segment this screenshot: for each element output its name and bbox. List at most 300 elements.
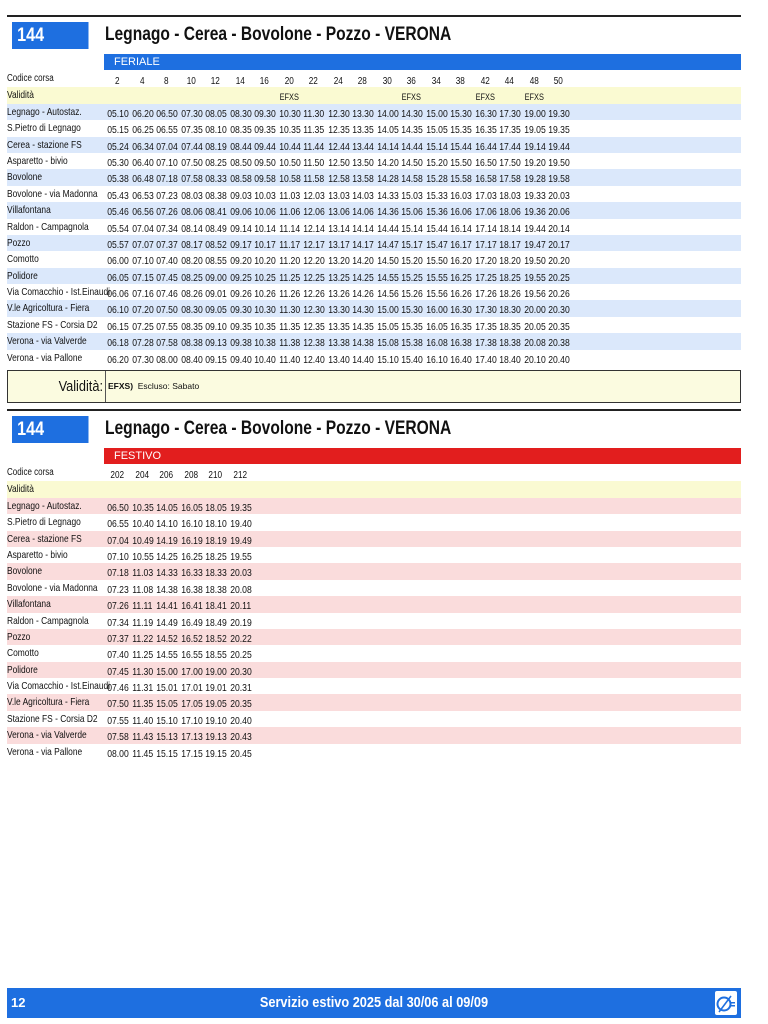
departure-time: 16.10 [425,353,448,366]
departure-time: 17.38 [474,337,497,350]
stop-times [105,744,252,760]
departure-time: 16.35 [450,320,472,333]
departure-time: 17.10 [180,714,203,727]
table-row [7,120,741,136]
departure-time: 13.44 [352,140,374,153]
departure-time: 19.14 [523,140,546,153]
departure-time: 15.14 [401,222,423,235]
departure-time: 12.03 [303,189,325,202]
departure-time: 07.46 [107,682,129,695]
departure-time: 10.17 [254,238,276,251]
atv-logo-icon [715,991,737,1015]
departure-time: 08.41 [205,206,227,219]
departure-time: 18.03 [499,189,521,202]
departure-time: 07.26 [107,600,129,613]
departure-time: 16.33 [180,567,203,580]
departure-time: 11.30 [278,304,300,317]
table-row [7,580,741,596]
departure-time: 15.00 [156,665,178,678]
stop-times [105,711,252,727]
departure-time: 09.03 [229,189,252,202]
stop-name: Via Comacchio - Ist.Einaudi [7,680,111,693]
table-row [7,613,741,629]
departure-time: 18.38 [205,583,227,596]
departure-time: 09.30 [254,107,276,120]
stop-name: Asparetto - bivio [7,154,68,167]
divider [7,409,741,411]
departure-time: 19.01 [205,682,227,695]
departure-time: 17.17 [474,238,497,251]
table-row [7,678,741,694]
departure-time: 10.35 [278,124,301,137]
page-footer [7,988,741,1018]
stop-times [105,596,252,612]
departure-time: 14.30 [352,304,374,317]
stop-name: Legnago - Autostaz. [7,499,82,512]
departure-time: 11.20 [278,255,300,268]
departure-time: 14.35 [352,320,374,333]
departure-time: 10.30 [254,304,276,317]
footer-text: Servizio estivo 2025 dal 30/06 al 09/09 [259,994,489,1011]
departure-time: 08.25 [180,271,203,284]
table-row [7,153,741,169]
departure-time: 14.10 [156,518,178,531]
departure-time: 07.46 [156,288,178,301]
departure-time: 09.10 [205,320,227,333]
stop-times [105,678,252,694]
departure-time: 18.19 [205,534,227,547]
departure-time: 12.58 [327,173,350,186]
validity-codes [105,87,571,103]
departure-time: 10.40 [254,353,276,366]
departure-time: 09.14 [229,222,252,235]
departure-time: 19.20 [523,156,546,169]
departure-time: 19.00 [205,665,227,678]
departure-time: 13.26 [327,288,350,301]
departure-time: 18.20 [499,255,521,268]
departure-time: 14.49 [156,616,178,629]
stop-name: Raldon - Campagnola [7,614,89,627]
departure-time: 15.44 [450,140,472,153]
departure-time: 07.34 [156,222,178,235]
stop-name: Via Comacchio - Ist.Einaudi [7,286,111,299]
departure-time: 05.43 [107,189,129,202]
departure-time: 18.33 [205,567,227,580]
departure-time: 19.40 [229,518,252,531]
table-row [7,251,741,267]
departure-time: 12.38 [303,337,325,350]
departure-time: 09.05 [205,304,227,317]
table-row [7,300,741,316]
trip-code: 24 [333,76,343,87]
departure-time: 09.25 [229,271,252,284]
departure-time: 19.05 [205,698,227,711]
departure-time: 15.06 [401,206,423,219]
departure-time: 12.50 [327,156,350,169]
departure-time: 05.38 [107,173,129,186]
departure-time: 10.44 [278,140,301,153]
departure-time: 07.58 [156,337,178,350]
departure-time: 14.55 [156,649,178,662]
departure-time: 08.33 [205,173,227,186]
departure-time: 13.30 [352,107,374,120]
departure-time: 07.16 [131,288,154,301]
divider [7,15,741,17]
departure-time: 06.20 [107,353,129,366]
departure-time: 20.03 [229,567,252,580]
departure-time: 20.14 [548,222,570,235]
departure-time: 11.44 [303,140,325,153]
departure-time: 12.20 [303,255,325,268]
departure-time: 16.49 [180,616,203,629]
departure-time: 06.40 [131,156,154,169]
departure-time: 15.55 [425,271,448,284]
departure-time: 18.52 [205,632,227,645]
departure-time: 07.50 [156,304,178,317]
departure-time: 15.35 [401,320,423,333]
departure-time: 19.13 [205,731,227,744]
departure-time: 19.44 [548,140,570,153]
departure-time: 17.30 [474,304,497,317]
departure-time: 11.35 [278,320,300,333]
trip-codes [105,71,571,87]
stop-times [105,350,571,366]
departure-time: 20.35 [229,698,252,711]
departure-time: 07.04 [156,140,178,153]
departure-time: 14.00 [376,107,399,120]
departure-time: 07.58 [180,173,203,186]
departure-time: 16.52 [180,632,203,645]
stop-name: Comotto [7,253,39,266]
trip-code: 8 [163,76,169,87]
stop-times [105,235,571,251]
departure-time: 14.40 [352,353,374,366]
trip-code: 16 [259,76,269,87]
departure-time: 07.55 [156,320,178,333]
departure-time: 19.00 [523,107,546,120]
departure-time: 11.14 [278,222,300,235]
departure-time: 20.25 [548,271,570,284]
departure-time: 10.03 [254,189,276,202]
departure-time: 17.25 [474,271,497,284]
trip-code: 206 [159,470,174,481]
departure-time: 19.50 [548,156,570,169]
table-row [7,333,741,349]
departure-time: 20.11 [229,600,251,613]
table-row [7,186,741,202]
departure-time: 08.58 [229,173,252,186]
departure-time: 10.35 [131,501,154,514]
departure-time: 14.05 [376,124,399,137]
departure-time: 16.38 [180,583,203,596]
departure-time: 07.35 [180,124,203,137]
departure-time: 07.04 [107,534,129,547]
departure-time: 15.05 [425,124,448,137]
departure-time: 14.36 [376,206,399,219]
stop-times [105,514,252,530]
trip-code: 34 [431,76,441,87]
departure-time: 18.17 [499,238,521,251]
departure-time: 10.38 [254,337,276,350]
departure-time: 19.58 [548,173,570,186]
departure-time: 14.44 [401,140,423,153]
departure-time: 20.31 [229,682,252,695]
departure-time: 13.20 [327,255,350,268]
stop-times [105,251,571,267]
departure-time: 09.38 [229,337,252,350]
header-label: Codice corsa [7,467,54,478]
trip-code: 28 [357,76,367,87]
divider [105,371,106,402]
departure-time: 20.38 [548,337,570,350]
departure-time: 18.41 [205,600,227,613]
departure-time: 17.13 [180,731,203,744]
trip-codes [105,465,252,481]
departure-time: 19.55 [229,550,252,563]
departure-time: 18.10 [205,518,227,531]
departure-time: 19.05 [523,124,546,137]
departure-time: 12.25 [303,271,325,284]
departure-time: 13.14 [327,222,350,235]
departure-time: 07.45 [107,665,129,678]
trip-code: 36 [406,76,416,87]
departure-time: 15.25 [401,271,423,284]
table-row [7,645,741,661]
stop-name: Polidore [7,663,38,676]
departure-time: 14.20 [376,156,399,169]
departure-time: 06.25 [131,124,154,137]
stop-times [105,694,252,710]
departure-time: 15.20 [425,156,448,169]
departure-time: 11.26 [278,288,300,301]
departure-time: 16.26 [450,288,472,301]
stop-name: Verona - via Pallone [7,745,83,758]
departure-time: 12.17 [303,238,325,251]
stop-name: Cerea - stazione FS [7,138,82,151]
departure-time: 07.50 [107,698,129,711]
departure-time: 16.06 [450,206,472,219]
departure-time: 06.15 [107,320,129,333]
stop-name: Bovolone [7,171,43,184]
departure-time: 07.40 [107,649,129,662]
departure-time: 15.00 [425,107,448,120]
departure-time: 06.05 [107,271,129,284]
header-label: Codice corsa [7,73,54,84]
departure-time: 08.19 [205,140,227,153]
departure-time: 15.05 [376,320,399,333]
departure-time: 18.35 [499,320,521,333]
table-row [7,317,741,333]
table-row [7,350,741,366]
validity-note-code: EFXS) [108,381,134,392]
departure-time: 08.00 [156,353,178,366]
departure-time: 15.20 [401,255,423,268]
departure-time: 15.10 [156,714,178,727]
trip-code: 208 [183,470,198,481]
departure-time: 11.40 [278,353,300,366]
route-title: Legnago - Cerea - Bovolone - Pozzo - VERONA [105,24,452,45]
line-number-badge: 144 [12,22,89,49]
validity-notes [7,370,741,403]
departure-time: 13.40 [327,353,350,366]
departure-time: 14.38 [352,337,374,350]
departure-time: 12.30 [303,304,325,317]
departure-time: 09.00 [205,271,227,284]
departure-time: 07.37 [107,632,129,645]
departure-time: 05.57 [107,238,129,251]
trip-code: 42 [480,76,490,87]
departure-time: 14.25 [156,550,178,563]
departure-time: 06.55 [107,518,129,531]
departure-time: 15.44 [425,222,448,235]
departure-time: 20.08 [523,337,546,350]
departure-time: 19.15 [205,747,227,760]
departure-time: 08.14 [180,222,203,235]
departure-time: 09.40 [229,353,252,366]
departure-time: 11.03 [131,567,153,580]
departure-time: 05.54 [107,222,129,235]
departure-time: 19.35 [548,124,570,137]
departure-time: 11.35 [303,124,325,137]
trip-code: 204 [134,470,149,481]
stop-times [105,300,571,316]
departure-time: 18.05 [205,501,227,514]
departure-time: 11.22 [131,632,153,645]
departure-time: 12.26 [303,288,325,301]
departure-time: 16.17 [450,238,472,251]
departure-time: 20.40 [229,714,252,727]
departure-time: 12.06 [303,206,325,219]
trip-code: 44 [504,76,514,87]
departure-time: 07.58 [107,731,129,744]
departure-time: 18.40 [499,353,521,366]
validity-note-text: Escluso: Sabato [137,381,200,392]
departure-time: 19.47 [523,238,546,251]
departure-time: 15.30 [450,107,472,120]
departure-time: 13.06 [327,206,350,219]
departure-time: 19.30 [548,107,570,120]
trip-code: 212 [232,470,247,481]
departure-time: 11.19 [131,616,153,629]
stop-name: Verona - via Valverde [7,335,87,348]
departure-time: 12.35 [303,320,325,333]
departure-time: 16.50 [474,156,497,169]
table-row [7,531,741,547]
stop-name: Comotto [7,647,39,660]
departure-time: 07.30 [180,107,203,120]
trip-code: 4 [139,76,145,87]
departure-time: 06.53 [131,189,154,202]
departure-time: 08.40 [180,353,203,366]
stop-name: Raldon - Campagnola [7,220,89,233]
departure-time: 16.30 [450,304,472,317]
trip-code: 14 [235,76,245,87]
departure-time: 08.50 [229,156,252,169]
departure-time: 07.30 [131,353,154,366]
departure-time: 11.25 [278,271,300,284]
departure-time: 08.25 [205,156,227,169]
departure-time: 06.50 [107,501,129,514]
departure-time: 17.35 [499,124,521,137]
departure-time: 17.01 [180,682,203,695]
departure-time: 09.58 [254,173,276,186]
departure-time: 15.30 [401,304,423,317]
stop-times [105,186,571,202]
departure-time: 07.10 [107,550,129,563]
trip-code: 30 [382,76,392,87]
departure-time: 17.30 [499,107,521,120]
departure-time: 18.25 [205,550,227,563]
departure-time: 20.19 [229,616,252,629]
departure-time: 17.20 [474,255,497,268]
validity-row [7,481,741,497]
departure-time: 15.50 [450,156,472,169]
stop-name: Bovolone [7,565,43,578]
departure-time: 16.40 [450,353,472,366]
departure-time: 20.35 [548,320,570,333]
departure-time: 15.35 [450,124,472,137]
departure-time: 19.50 [523,255,546,268]
validity-code: EFXS [279,92,299,103]
table-row [7,284,741,300]
departure-time: 09.13 [205,337,227,350]
departure-time: 08.49 [205,222,227,235]
departure-time: 15.28 [425,173,448,186]
departure-time: 20.26 [548,288,570,301]
departure-time: 15.05 [156,698,178,711]
validity-row [7,87,741,103]
departure-time: 10.06 [254,206,276,219]
table-row [7,137,741,153]
departure-time: 12.30 [327,107,350,120]
departure-time: 15.36 [425,206,448,219]
departure-time: 10.50 [278,156,301,169]
departure-time: 17.26 [474,288,497,301]
departure-time: 14.47 [376,238,399,251]
departure-time: 06.55 [156,124,178,137]
departure-time: 07.34 [107,616,129,629]
departure-time: 14.50 [376,255,399,268]
departure-time: 18.06 [499,206,521,219]
departure-time: 10.26 [254,288,276,301]
departure-time: 19.49 [229,534,252,547]
departure-time: 07.10 [156,156,178,169]
departure-time: 11.08 [131,583,153,596]
trip-code: 22 [308,76,318,87]
departure-time: 18.55 [205,649,227,662]
departure-time: 07.18 [156,173,178,186]
departure-time: 08.52 [205,238,227,251]
table-row [7,169,741,185]
departure-time: 13.35 [352,124,374,137]
departure-time: 15.26 [401,288,423,301]
stop-name: Verona - via Valverde [7,729,87,742]
stop-times [105,662,252,678]
departure-time: 15.13 [156,731,178,744]
departure-time: 09.06 [229,206,252,219]
stop-name: Bovolone - via Madonna [7,581,98,594]
departure-time: 10.58 [278,173,301,186]
departure-time: 08.05 [205,107,227,120]
header-row [7,71,741,87]
departure-time: 16.25 [450,271,472,284]
departure-time: 13.30 [327,304,350,317]
departure-time: 15.38 [401,337,423,350]
departure-time: 19.55 [523,271,546,284]
departure-time: 06.20 [131,107,154,120]
departure-time: 14.14 [352,222,374,235]
departure-time: 11.58 [303,173,325,186]
